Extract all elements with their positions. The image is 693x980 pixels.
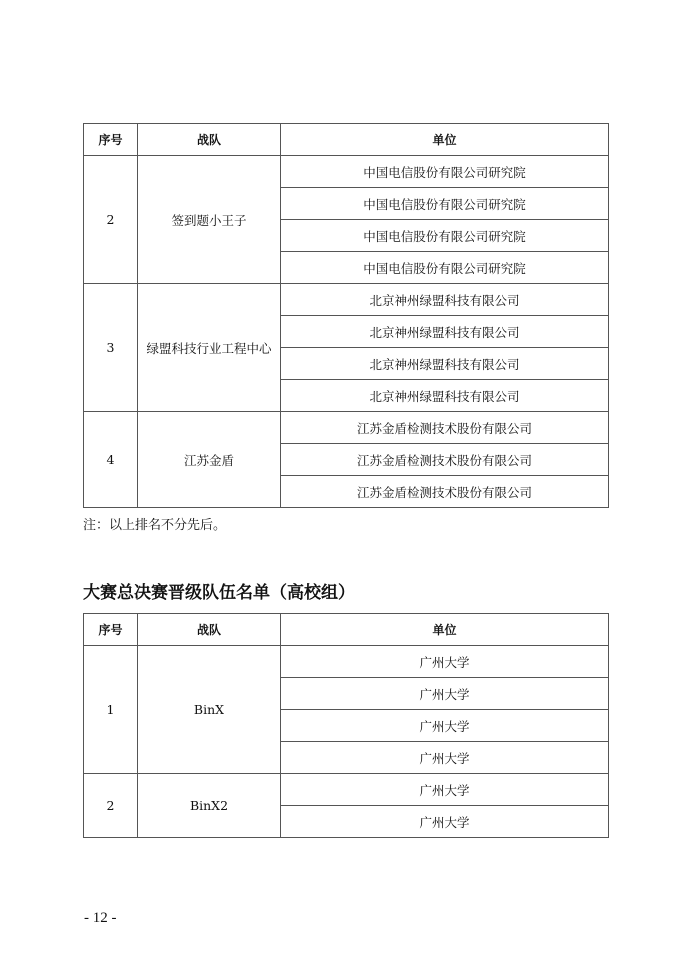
section-title: 大赛总决赛晋级队伍名单（高校组） (83, 583, 355, 603)
cell-unit: 江苏金盾检测技术股份有限公司 (281, 476, 609, 508)
cell-unit: 中国电信股份有限公司研究院 (281, 188, 609, 220)
cell-unit: 广州大学 (281, 678, 609, 710)
table-row (84, 646, 609, 678)
cell-unit: 北京神州绿盟科技有限公司 (281, 284, 609, 316)
cell-team: BinX (138, 646, 281, 774)
header-team: 战队 (138, 614, 281, 646)
team-table-university (83, 613, 609, 838)
cell-team: BinX2 (138, 774, 281, 838)
table-row (84, 774, 609, 806)
team-table-enterprise (83, 123, 609, 508)
table-row (84, 156, 609, 188)
cell-no: 4 (84, 412, 138, 508)
header-unit: 单位 (281, 124, 609, 156)
table-header-row (84, 124, 609, 156)
cell-unit: 中国电信股份有限公司研究院 (281, 252, 609, 284)
header-unit: 单位 (281, 614, 609, 646)
cell-unit: 中国电信股份有限公司研究院 (281, 156, 609, 188)
header-team: 战队 (138, 124, 281, 156)
cell-unit: 北京神州绿盟科技有限公司 (281, 348, 609, 380)
page-number: - 12 - (84, 910, 117, 926)
table-row (84, 412, 609, 444)
table-note: 注：以上排名不分先后。 (83, 518, 227, 533)
cell-no: 1 (84, 646, 138, 774)
header-no: 序号 (84, 124, 138, 156)
cell-unit: 广州大学 (281, 742, 609, 774)
cell-unit: 广州大学 (281, 646, 609, 678)
cell-team: 江苏金盾 (138, 412, 281, 508)
cell-unit: 江苏金盾检测技术股份有限公司 (281, 444, 609, 476)
cell-unit: 中国电信股份有限公司研究院 (281, 220, 609, 252)
cell-team: 签到题小王子 (138, 156, 281, 284)
header-no: 序号 (84, 614, 138, 646)
table-header-row (84, 614, 609, 646)
cell-unit: 广州大学 (281, 806, 609, 838)
cell-unit: 广州大学 (281, 710, 609, 742)
table-row (84, 284, 609, 316)
cell-no: 2 (84, 774, 138, 838)
cell-unit: 北京神州绿盟科技有限公司 (281, 380, 609, 412)
cell-team: 绿盟科技行业工程中心 (138, 284, 281, 412)
cell-no: 3 (84, 284, 138, 412)
cell-unit: 江苏金盾检测技术股份有限公司 (281, 412, 609, 444)
cell-unit: 广州大学 (281, 774, 609, 806)
cell-no: 2 (84, 156, 138, 284)
cell-unit: 北京神州绿盟科技有限公司 (281, 316, 609, 348)
